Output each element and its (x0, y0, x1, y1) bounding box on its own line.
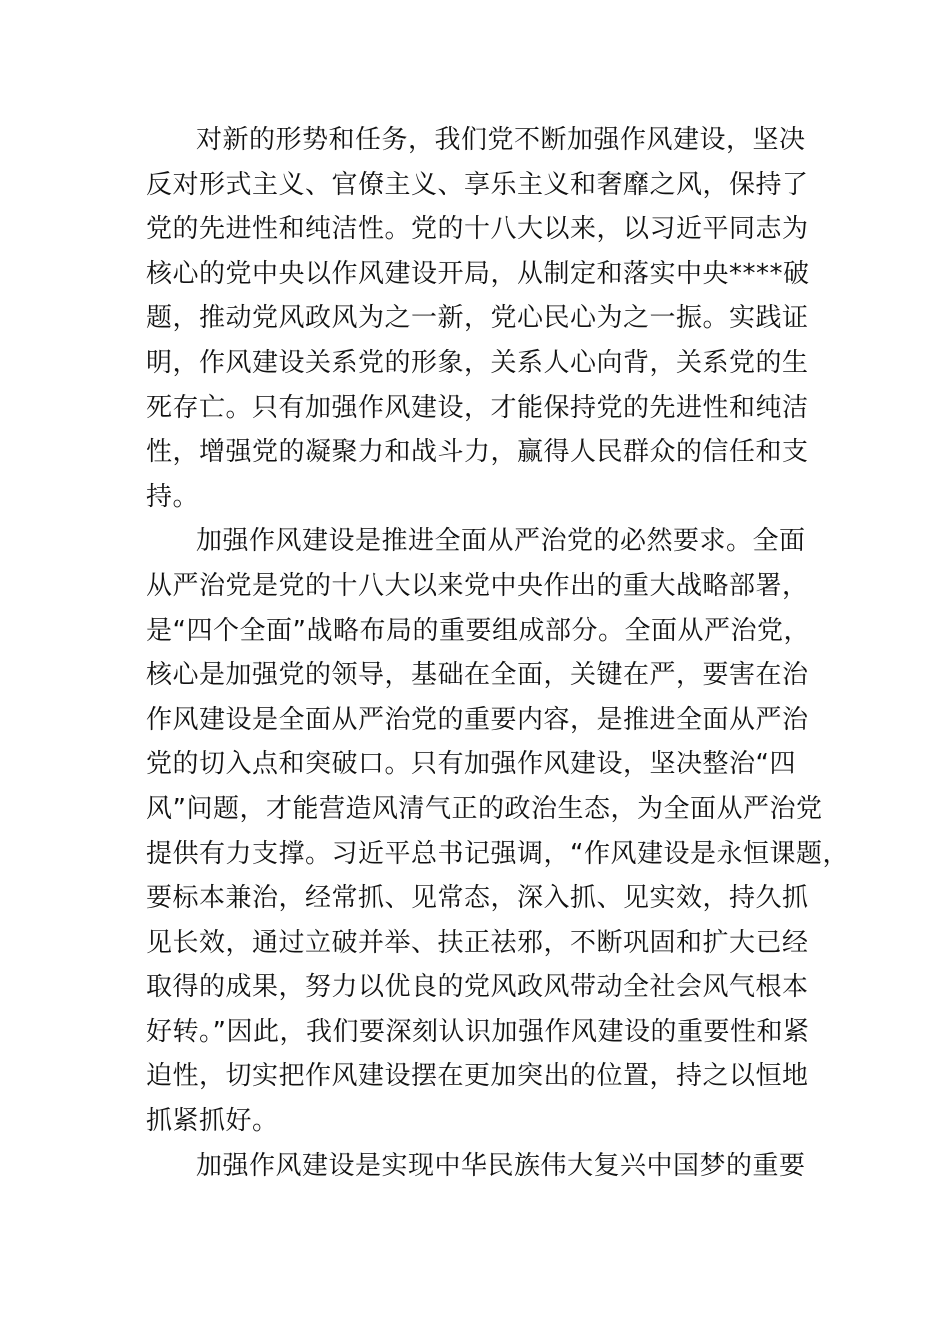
text-line: 反对形式主义、官僚主义、享乐主义和奢靡之风，保持了 (146, 169, 809, 200)
text-line: 要标本兼治，经常抓、见常态，深入抓、见实效，持久抓 (146, 883, 809, 914)
text-line: 题，推动党风政风为之一新，党心民心为之一振。实践证 (146, 303, 809, 334)
text-line: 性，增强党的凝聚力和战斗力，赢得人民群众的信任和支 (146, 437, 809, 468)
text-line: 加强作风建设是实现中华民族伟大复兴中国梦的重要 (196, 1150, 806, 1181)
text-line: 抓紧抓好。 (146, 1106, 279, 1137)
paragraph-2 (146, 519, 849, 1143)
text-line: 对新的形势和任务，我们党不断加强作风建设，坚决 (196, 125, 806, 155)
text-line: 提供有力支撑。习近平总书记强调，“作风建设是永恒课题， (146, 838, 849, 869)
text-line: 明，作风建设关系党的形象，关系人心向背，关系党的生 (146, 347, 809, 378)
text-line: 迫性，切实把作风建设摆在更加突出的位置，持之以恒地 (146, 1061, 809, 1092)
text-line: 从严治党是党的十八大以来党中央作出的重大战略部署， (146, 570, 809, 601)
text-line: 死存亡。只有加强作风建设，才能保持党的先进性和纯洁 (146, 392, 809, 423)
text-line: 风”问题，才能营造风清气正的政治生态，为全面从严治党 (146, 793, 823, 824)
text-line: 党的先进性和纯洁性。党的十八大以来，以习近平同志为 (146, 214, 809, 245)
paragraph-1 (146, 118, 836, 519)
text-line: 加强作风建设是推进全面从严治党的必然要求。全面 (196, 526, 806, 557)
text-line: 核心是加强党的领导，基础在全面，关键在严，要害在治 (146, 660, 809, 691)
text-line: 是“四个全面”战略布局的重要组成部分。全面从严治党， (146, 615, 810, 646)
text-line: 好转。”因此，我们要深刻认识加强作风建设的重要性和紧 (146, 1016, 810, 1047)
text-line: 见长效，通过立破并举、扶正祛邪，不断巩固和扩大已经 (146, 927, 809, 958)
text-line: 核心的党中央以作风建设开局，从制定和落实中央****破 (146, 258, 810, 289)
body-text (146, 118, 849, 1188)
paragraph-3 (146, 1144, 836, 1189)
text-line: 持。 (146, 481, 200, 512)
text-line: 党的切入点和突破口。只有加强作风建设，坚决整治“四 (146, 749, 796, 780)
text-line: 作风建设是全面从严治党的重要内容，是推进全面从严治 (146, 704, 809, 735)
text-line: 取得的成果，努力以优良的党风政风带动全社会风气根本 (146, 972, 809, 1003)
